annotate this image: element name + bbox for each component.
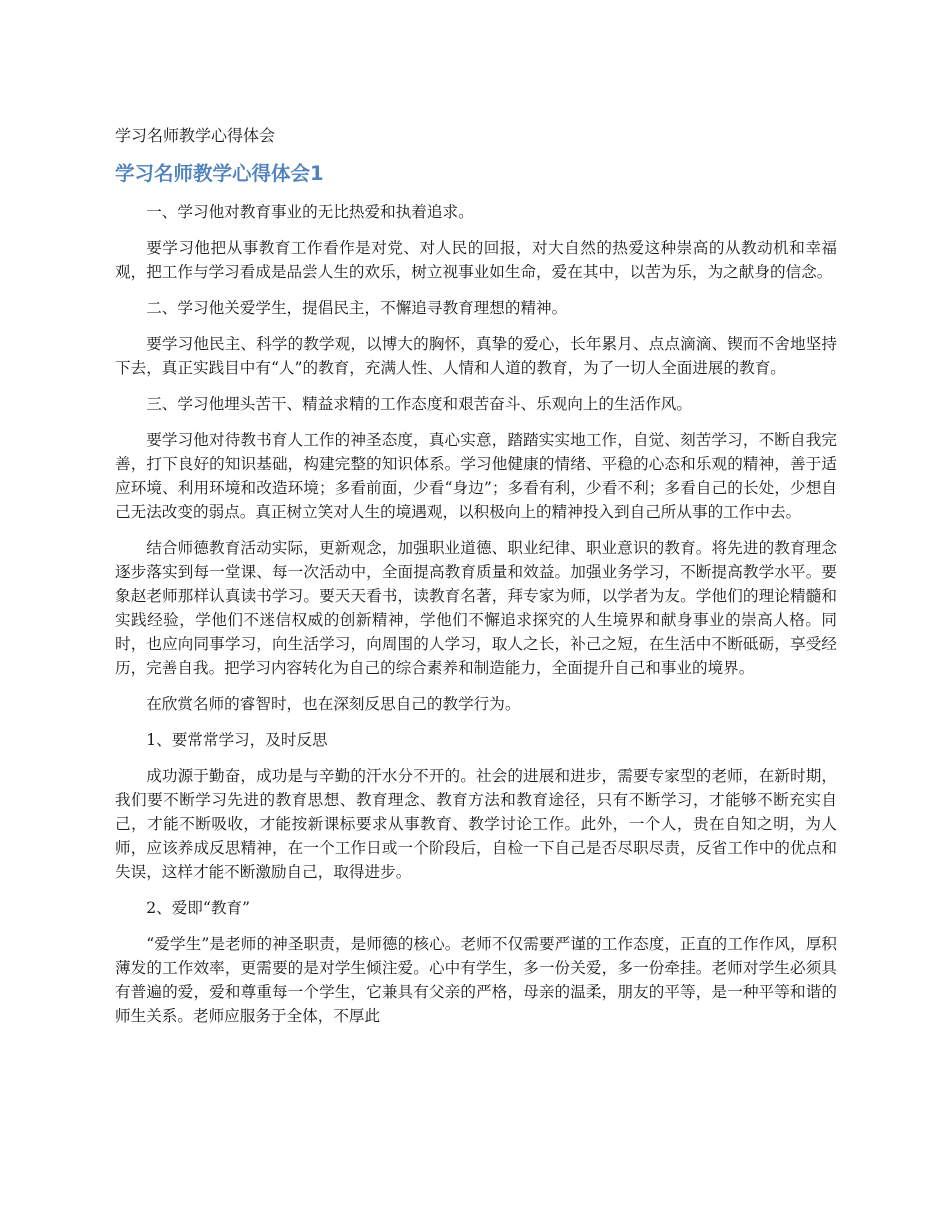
- document-title: 学习名师教学心得体会: [115, 126, 276, 145]
- paragraph-2: 要学习他把从事教育工作看作是对党、对人民的回报，对大自然的热爱这种崇高的从教动机和幸福观，把工作与学习看成是品尝人生的欢乐，树立视事业如生命，爱在其中，以苦为乐，为之献身的信念。: [115, 239, 837, 281]
- document-page: [115, 124, 837, 1040]
- paragraph-11: 2、爱即“教育”: [146, 899, 251, 917]
- section-heading: 学习名师教学心得体会1: [115, 162, 324, 185]
- paragraph-5: 三、学习他埋头苦干、精益求精的工作态度和艰苦奋斗、乐观向上的生活作风。: [146, 395, 692, 413]
- paragraph-12: “爱学生”是老师的神圣职责，是师德的核心。老师不仅需要严谨的工作态度，正直的工作作风，厚积薄发的工作效率，更需要的是对学生倾注爱。心中有学生，多一份关爱，多一份牵挂。老师对学生必须具有普遍的爱，爱和尊重每一个学生，它兼具有父亲的严格，母亲的温柔，朋友的平等，是一种平等和谐的师生关系。老师应服务于全体，不厚此: [115, 935, 837, 1025]
- paragraph-8: 在欣赏名师的睿智时，也在深刻反思自己的教学行为。: [146, 695, 521, 713]
- paragraph-3: 二、学习他关爱学生，提倡民主，不懈追寻教育理想的精神。: [146, 299, 568, 317]
- paragraph-9: 1、要常常学习，及时反思: [146, 731, 328, 749]
- paragraph-7: 结合师德教育活动实际，更新观念，加强职业道德、职业纪律、职业意识的教育。将先进的教育理念逐步落实到每一堂课、每一次活动中，全面提高教育质量和效益。加强业务学习，不断提高教学水平。要象赵老师那样认真读书学习。要天天看书，读教育名著，拜专家为师，以学者为友。学他们的理论精髓和实践经验，学他们不迷信权威的创新精神，学他们不懈追求探究的人生境界和献身事业的崇高人格。同时，也应向同事学习，向生活学习，向周围的人学习，取人之长，补己之短，在生活中不断砥砺，享受经历，完善自我。把学习内容转化为自己的综合素养和制造能力，全面提升自己和事业的境界。: [115, 539, 837, 677]
- paragraph-4: 要学习他民主、科学的教学观，以博大的胸怀，真挚的爱心，长年累月、点点滴滴、锲而不舍地坚持下去，真正实践目中有“人”的教育，充满人性、人情和人道的教育，为了一切人全面进展的教育。: [115, 335, 837, 377]
- paragraph-6: 要学习他对待教书育人工作的神圣态度，真心实意，踏踏实实地工作，自觉、刻苦学习，不断自我完善，打下良好的知识基础，构建完整的知识体系。学习他健康的情绪、平稳的心态和乐观的精神，善于适应环境、利用环境和改造环境；多看前面，少看“身边”；多看有利，少看不利；多看自己的长处，少想自己无法改变的弱点。真正树立笑对人生的境遇观，以积极向上的精神投入到自己所从事的工作中去。: [115, 431, 837, 521]
- paragraph-1: 一、学习他对教育事业的无比热爱和执着追求。: [146, 203, 474, 221]
- paragraph-10: 成功源于勤奋，成功是与辛勤的汗水分不开的。社会的进展和进步，需要专家型的老师，在新时期，我们要不断学习先进的教育思想、教育理念、教育方法和教育途径，只有不断学习，才能够不断充实自己，才能不断吸收，才能按新课标要求从事教育、教学讨论工作。此外，一个人，贵在自知之明，为人师，应该养成反思精神，在一个工作日或一个阶段后，自检一下自己是否尽职尽责，反省工作中的优点和失误，这样才能不断激励自己，取得进步。: [115, 767, 837, 881]
